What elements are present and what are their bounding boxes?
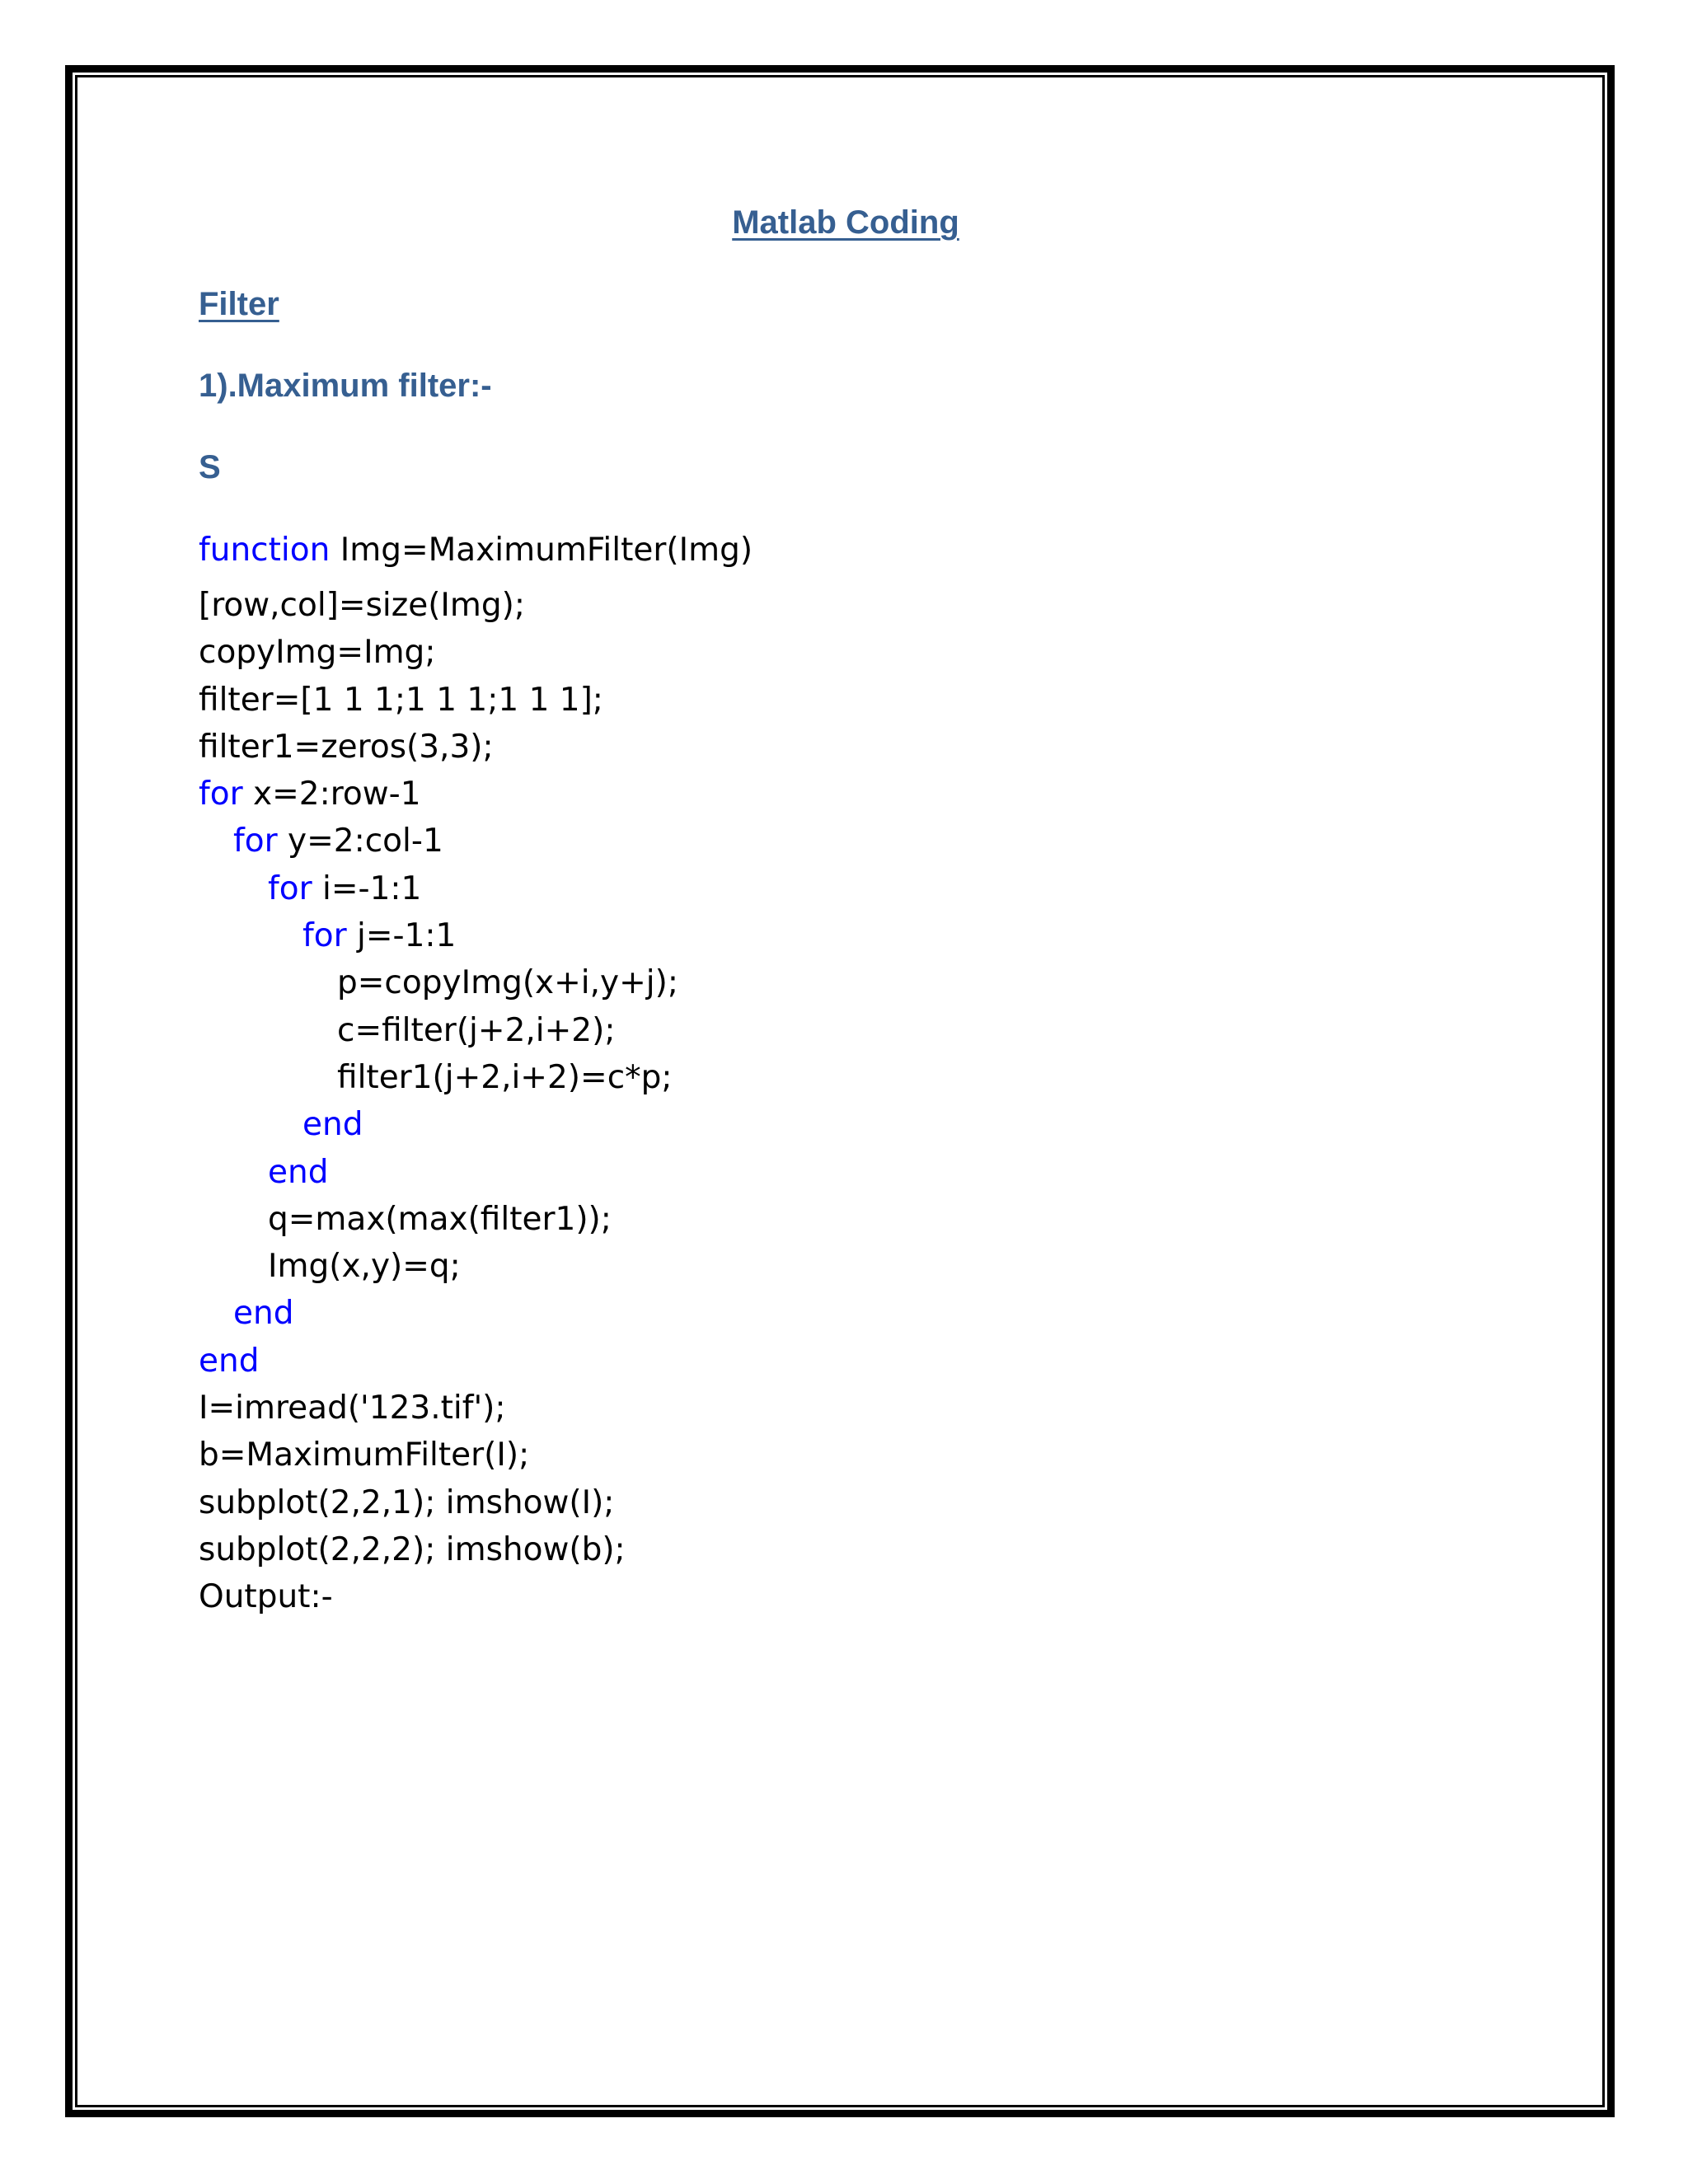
code-text: i=-1:1 xyxy=(312,869,422,907)
code-keyword: end xyxy=(199,1342,260,1380)
code-line xyxy=(199,818,753,865)
code-text: x=2:row-1 xyxy=(242,776,421,813)
code-line xyxy=(199,724,753,771)
code-line xyxy=(199,1338,753,1385)
code-text: subplot(2,2,1); imshow(I); xyxy=(199,1483,615,1521)
code-line xyxy=(199,1149,753,1196)
code-text: q=max(max(filter1)); xyxy=(268,1200,612,1238)
code-line xyxy=(199,1526,753,1573)
code-keyword: for xyxy=(199,776,243,813)
code-text: [row,col]=size(Img); xyxy=(199,587,526,624)
code-line xyxy=(199,771,753,818)
code-line xyxy=(199,1573,753,1620)
section-heading: Filter xyxy=(199,286,279,322)
code-line xyxy=(199,527,753,582)
code-keyword: for xyxy=(233,823,278,860)
code-line xyxy=(199,1101,753,1148)
code-line xyxy=(199,1196,753,1243)
code-keyword: for xyxy=(302,917,347,955)
code-line xyxy=(199,1432,753,1479)
code-line xyxy=(199,582,753,629)
code-line xyxy=(199,1007,753,1054)
code-line xyxy=(199,912,753,959)
code-line xyxy=(199,1054,753,1101)
code-text: filter1(j+2,i+2)=c*p; xyxy=(337,1058,673,1096)
code-text: Output:- xyxy=(199,1578,333,1616)
code-text: filter1=zeros(3,3); xyxy=(199,728,494,766)
code-line xyxy=(199,677,753,724)
code-text: j=-1:1 xyxy=(346,917,457,955)
code-text: p=copyImg(x+i,y+j); xyxy=(337,964,678,1002)
code-line xyxy=(199,865,753,912)
code-line xyxy=(199,959,753,1006)
code-text: filter=[1 1 1;1 1 1;1 1 1]; xyxy=(199,681,603,719)
code-keyword: end xyxy=(268,1153,329,1191)
subsection-heading: 1).Maximum filter:- xyxy=(199,368,492,404)
document-title: Matlab Coding xyxy=(732,204,959,241)
code-line xyxy=(199,1385,753,1432)
code-text: Img(x,y)=q; xyxy=(268,1248,461,1286)
code-text: copyImg=Img; xyxy=(199,634,436,672)
code-text: c=filter(j+2,i+2); xyxy=(337,1011,616,1049)
code-text: Img=MaximumFilter(Img) xyxy=(330,532,753,569)
code-text: y=2:col-1 xyxy=(277,823,443,860)
code-text: b=MaximumFilter(I); xyxy=(199,1436,530,1474)
code-keyword: end xyxy=(233,1295,294,1333)
code-text: I=imread('123.tif'); xyxy=(199,1390,506,1427)
code-block xyxy=(199,527,753,1621)
code-line xyxy=(199,1243,753,1290)
code-text: subplot(2,2,2); imshow(b); xyxy=(199,1530,626,1568)
code-keyword: for xyxy=(268,869,312,907)
code-line xyxy=(199,1479,753,1526)
code-keyword: end xyxy=(302,1106,363,1144)
section-marker: S xyxy=(199,449,221,485)
code-line xyxy=(199,629,753,676)
code-keyword: function xyxy=(199,532,331,569)
code-line xyxy=(199,1290,753,1337)
